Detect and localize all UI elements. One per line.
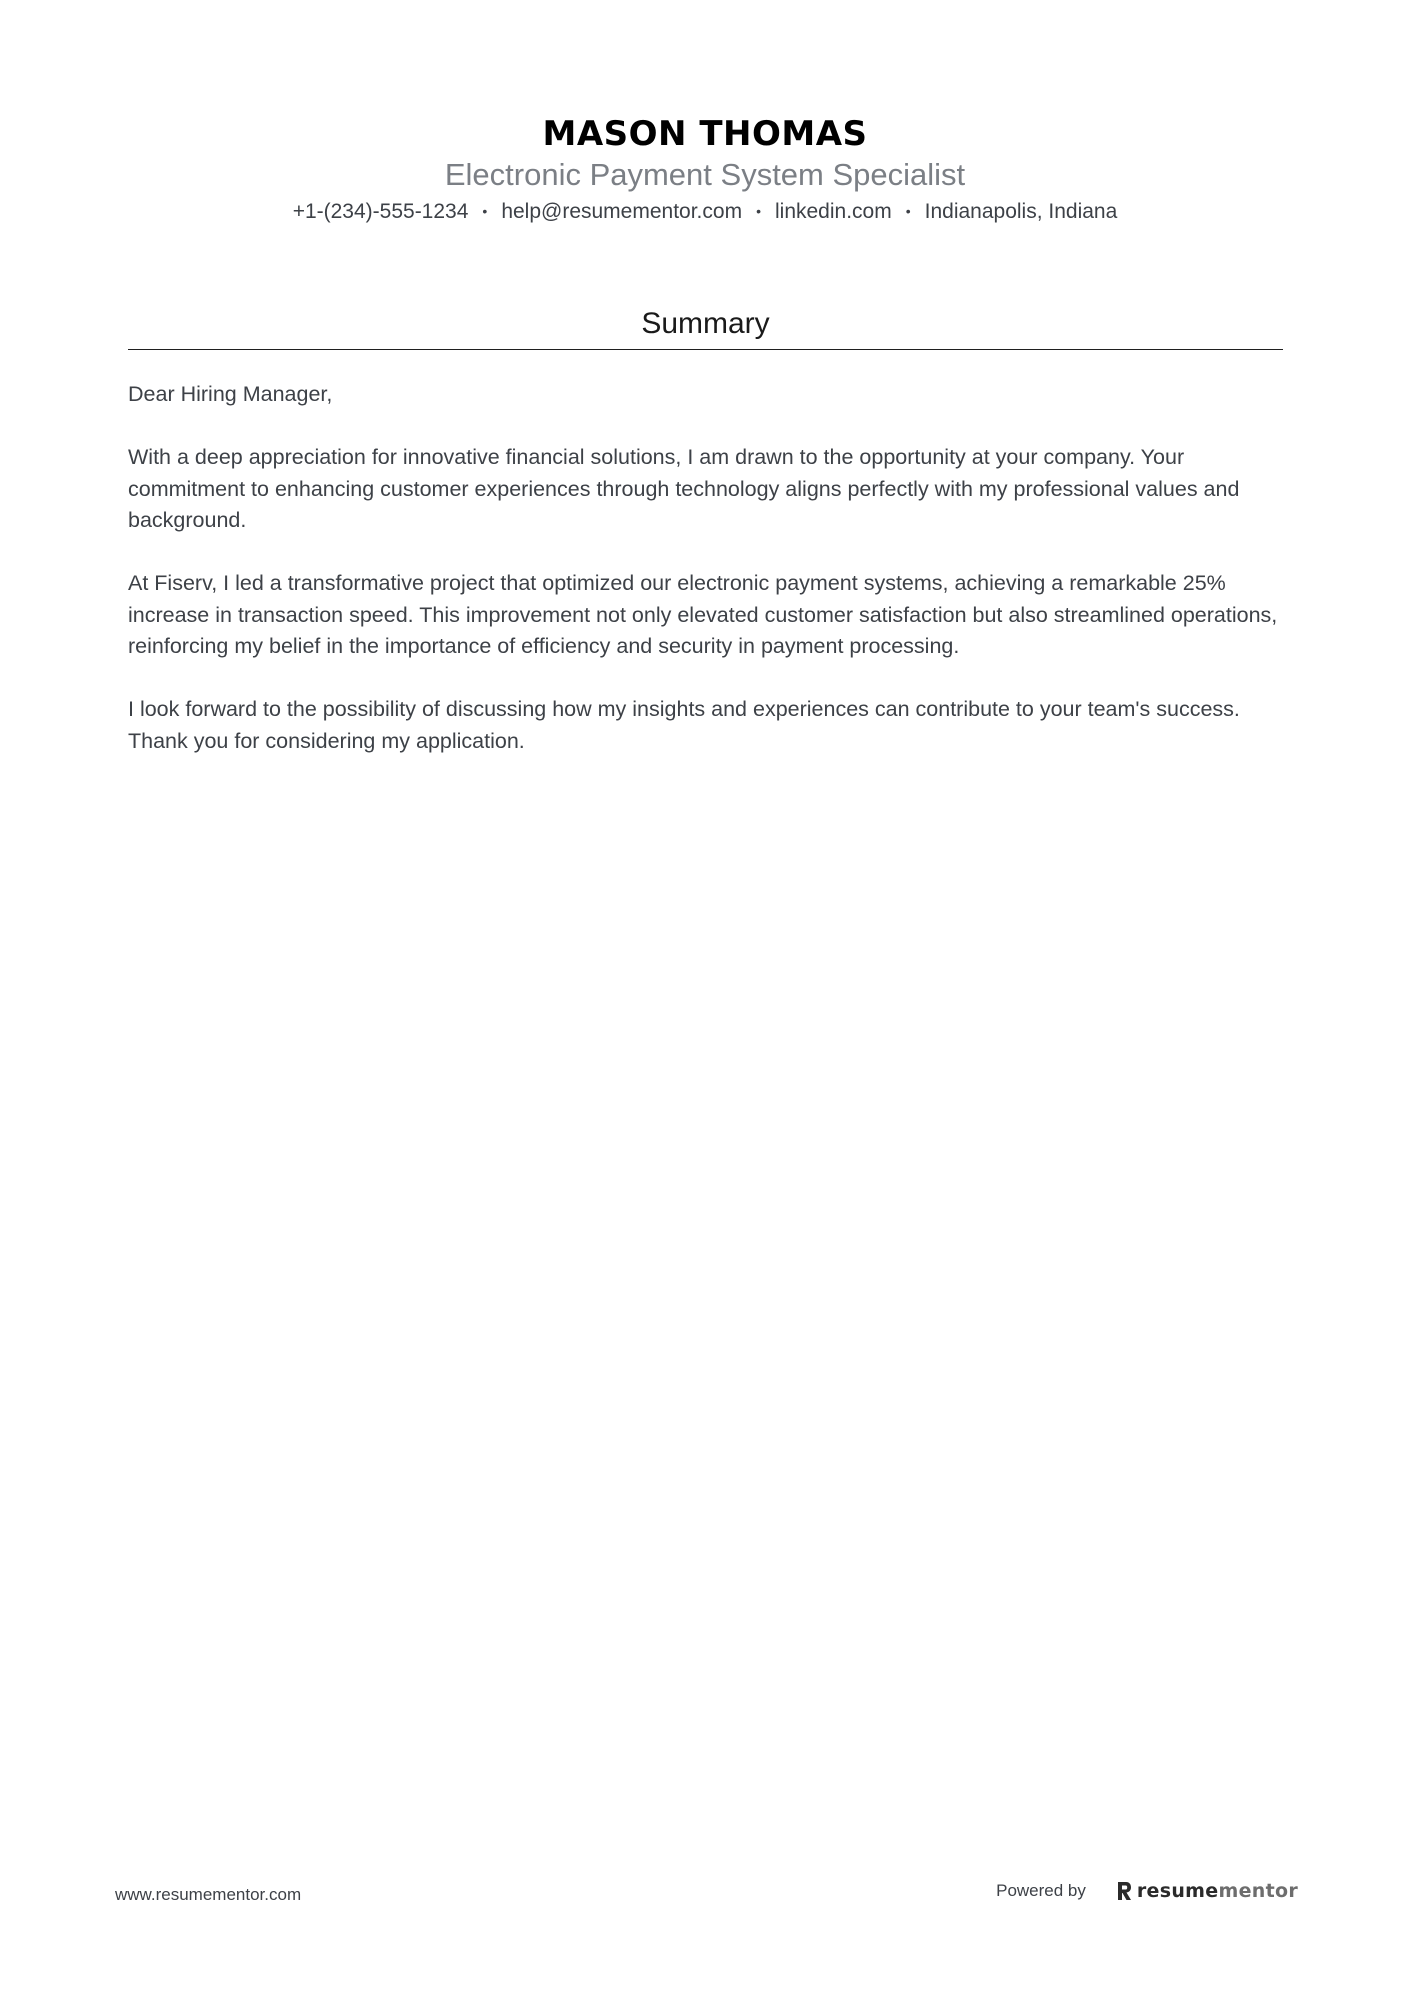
resumementor-logo-icon [1116, 1880, 1132, 1902]
resumementor-logo[interactable] [1116, 1880, 1298, 1902]
summary-divider [128, 349, 1283, 350]
job-title: Electronic Payment System Specialist [444, 157, 966, 192]
letter-paragraph-achievement: At Fiserv, I led a transformative project that optimized our electronic payment systems, achieving a remarkable 25% increase in transaction speed. This improvement not only elevated customer satisfaction but also streamlined operations, reinforcing my belief in the importance of efficiency and security in payment processing. [128, 571, 1278, 658]
footer-branding [996, 1880, 1298, 1902]
contact-linkedin[interactable]: linkedin.com [774, 200, 892, 223]
contact-email[interactable]: help@resumementor.com [501, 200, 743, 223]
letter-paragraph-closing: I look forward to the possibility of discussing how my insights and experiences can contribute to your team's success. Thank you for considering my application. [128, 697, 1240, 753]
powered-by-label: Powered by [996, 1881, 1086, 1900]
logo-text-resume: resume [1136, 1880, 1219, 1902]
separator-dot: • [905, 203, 911, 219]
letter-salutation: Dear Hiring Manager, [128, 382, 333, 406]
letter-paragraph-intro: With a deep appreciation for innovative financial solutions, I am drawn to the opportunity at your company. Your commitment to enhancing customer experiences through technology aligns perfectly with my professional values and background. [128, 445, 1240, 532]
contact-line [0, 196, 1410, 227]
separator-dot: • [482, 203, 488, 219]
candidate-name: MASON THOMAS [542, 114, 868, 154]
summary-body [128, 379, 1288, 789]
footer-website[interactable]: www.resumementor.com [115, 1885, 302, 1904]
separator-dot: • [756, 203, 761, 219]
summary-heading: Summary [641, 307, 770, 340]
contact-location: Indianapolis, Indiana [924, 200, 1118, 223]
contact-phone: +1-(234)-555-1234 [292, 200, 469, 223]
resume-header [0, 112, 1410, 227]
logo-text-mentor: mentor [1218, 1880, 1298, 1902]
resumementor-logo-text [1137, 1880, 1298, 1902]
